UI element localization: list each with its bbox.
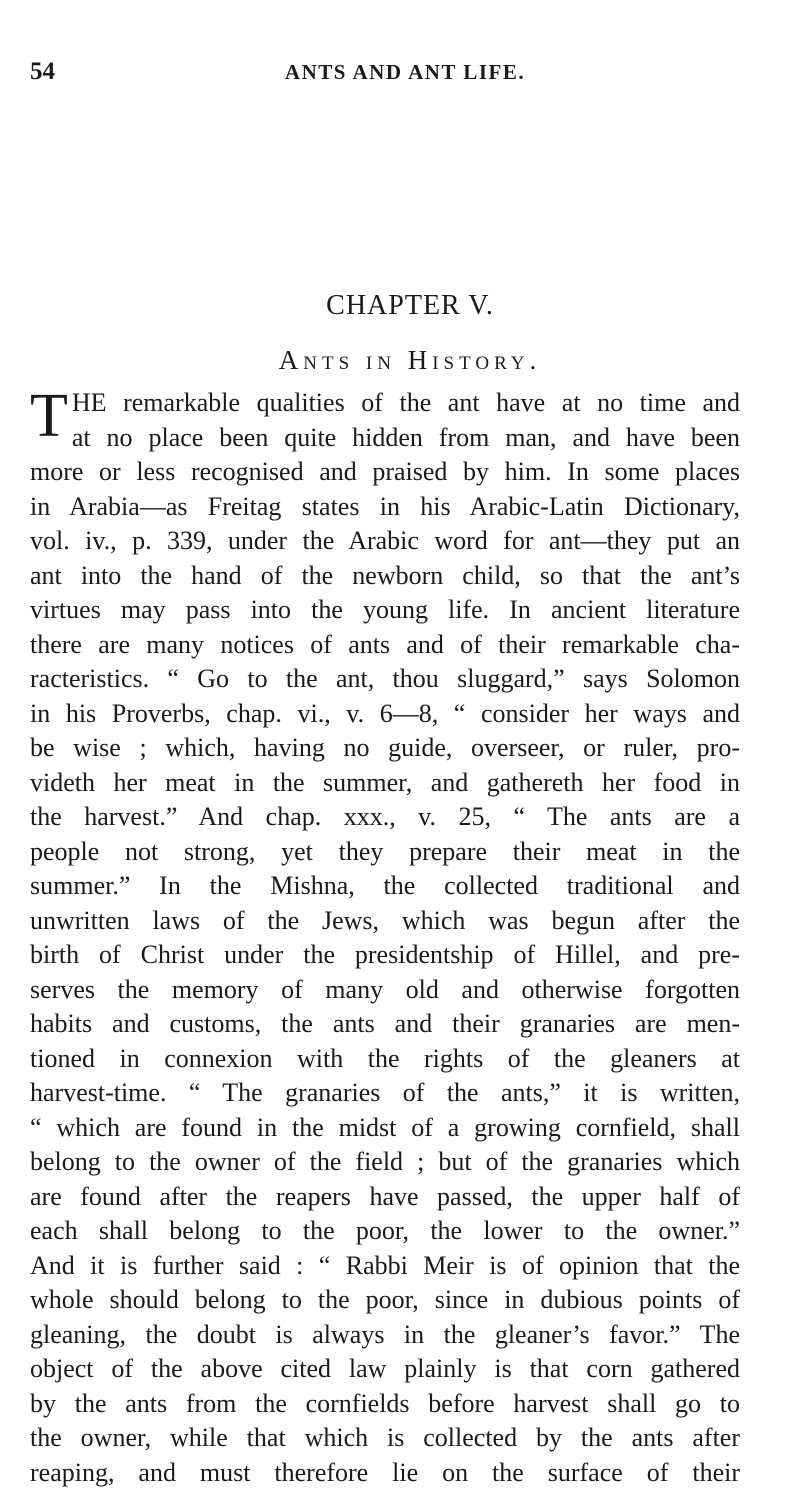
- text-line: in his Proverbs, chap. vi., v. 6—8, “ consider her ways and: [30, 697, 740, 732]
- text-line: birth of Christ under the presidentship of Hillel, and pre-: [30, 938, 740, 973]
- text-line: object of the above cited law plainly is that corn gathered: [30, 1352, 740, 1387]
- text-line: belong to the owner of the field ; but of the granaries which: [30, 1145, 740, 1180]
- text-line: “ which are found in the midst of a growing cornfield, shall: [30, 1111, 740, 1146]
- page-number: 54: [30, 58, 55, 86]
- text-line: be wise ; which, having no guide, overseer, or ruler, pro-: [30, 731, 740, 766]
- text-line: videth her meat in the summer, and gathereth her food in: [30, 766, 740, 801]
- chapter-title: Ants in History.: [0, 345, 800, 376]
- text-line: in Arabia—as Freitag states in his Arabic-Latin Dictionary,: [30, 490, 740, 525]
- running-title: ANTS AND ANT LIFE.: [30, 60, 740, 85]
- text-line: ant into the hand of the newborn child, so that the ant’s: [30, 559, 740, 594]
- running-head: [30, 58, 740, 88]
- text-line: harvest-time. “ The granaries of the ants,” it is written,: [30, 1076, 740, 1111]
- text-line: there are many notices of ants and of their remarkable cha-: [30, 628, 740, 663]
- text-line: each shall belong to the poor, the lower to the owner.”: [30, 1214, 740, 1249]
- text-line: HE remarkable qualities of the ant have at no time and: [30, 386, 740, 421]
- text-line: at no place been quite hidden from man, and have been: [30, 421, 740, 456]
- text-line: habits and customs, the ants and their granaries are men-: [30, 1007, 740, 1042]
- text-line: summer.” In the Mishna, the collected traditional and: [30, 869, 740, 904]
- text-line: virtues may pass into the young life. In ancient literature: [30, 593, 740, 628]
- drop-cap: T: [30, 388, 68, 454]
- chapter-heading: CHAPTER V.: [0, 290, 800, 322]
- text-line: people not strong, yet they prepare their meat in the: [30, 835, 740, 870]
- body-paragraph: [30, 386, 740, 1490]
- text-line: the owner, while that which is collected by the ants after: [30, 1421, 740, 1456]
- text-line: reaping, and must therefore lie on the surface of their: [30, 1456, 740, 1490]
- text-line: more or less recognised and praised by him. In some places: [30, 455, 740, 490]
- text-line: gleaning, the doubt is always in the gleaner’s favor.” The: [30, 1318, 740, 1353]
- text-line: And it is further said : “ Rabbi Meir is of opinion that the: [30, 1249, 740, 1284]
- text-line: by the ants from the cornfields before harvest shall go to: [30, 1387, 740, 1422]
- text-line: the harvest.” And chap. xxx., v. 25, “ The ants are a: [30, 800, 740, 835]
- text-line: tioned in connexion with the rights of the gleaners at: [30, 1042, 740, 1077]
- text-line: unwritten laws of the Jews, which was begun after the: [30, 904, 740, 939]
- text-line: vol. iv., p. 339, under the Arabic word for ant—they put an: [30, 524, 740, 559]
- text-line: racteristics. “ Go to the ant, thou sluggard,” says Solomon: [30, 662, 740, 697]
- text-line: serves the memory of many old and otherwise forgotten: [30, 973, 740, 1008]
- text-line: whole should belong to the poor, since in dubious points of: [30, 1283, 740, 1318]
- text-line: are found after the reapers have passed, the upper half of: [30, 1180, 740, 1215]
